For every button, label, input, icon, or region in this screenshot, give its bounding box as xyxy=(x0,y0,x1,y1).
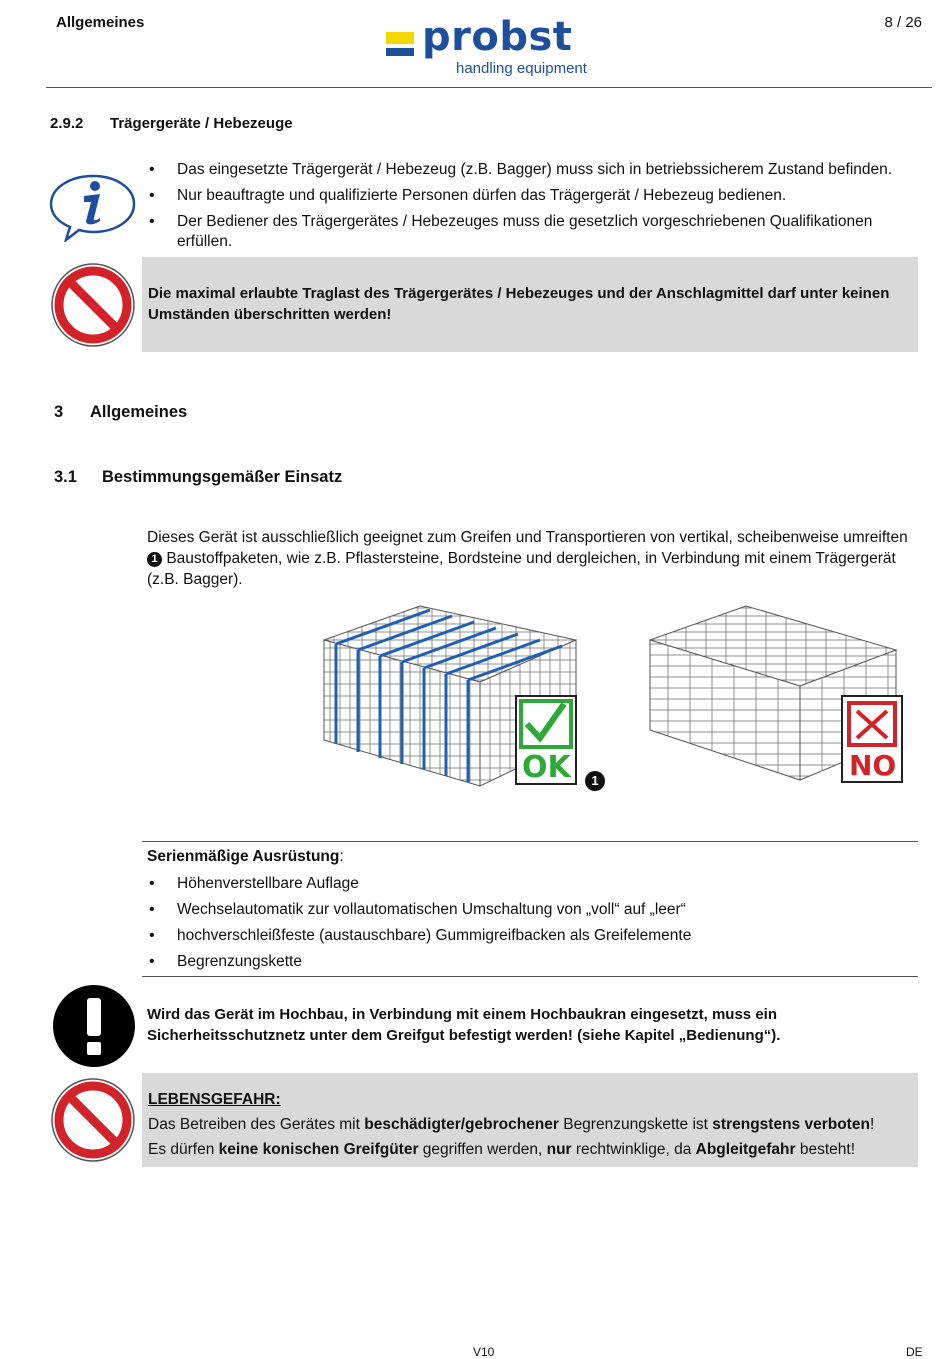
page-number: 8 / 26 xyxy=(884,14,922,31)
no-label: NO xyxy=(849,749,897,782)
danger-content xyxy=(142,1073,918,1162)
equipment-bottom-rule xyxy=(142,976,918,977)
text-run-bold: strengstens verboten xyxy=(712,1116,870,1133)
logo-tagline: handling equipment xyxy=(456,60,587,77)
text-run: Begrenzungskette ist xyxy=(558,1116,713,1133)
load-warning-box xyxy=(142,257,918,352)
list-item: • Nur beauftragte und qualifizierte Personen dürfen das Trägergerät / Hebezeug bedienen. xyxy=(147,186,917,206)
header-section-title: Allgemeines xyxy=(56,14,145,31)
text-run: gegriffen werden, xyxy=(418,1141,547,1158)
usage-paragraph xyxy=(147,527,912,590)
text-run-bold: Abgleitgefahr xyxy=(695,1141,796,1158)
equipment-heading xyxy=(147,848,344,866)
footer-language: DE xyxy=(906,1345,923,1359)
section-heading-2-9-2 xyxy=(50,115,293,132)
marker-1: 1 xyxy=(147,552,162,567)
text-run-bold: keine konischen Greifgüter xyxy=(218,1141,419,1158)
list-item: • hochverschleißfeste (austauschbare) Gummigreifbacken als Greifelemente xyxy=(147,926,917,946)
section-title: Allgemeines xyxy=(90,403,188,421)
danger-box xyxy=(142,1073,918,1167)
load-warning-text: Die maximal erlaubte Traglast des Trägergerätes / Hebezeuges und der Anschlagmittel darf unter keinen Umständen überschritten werden! xyxy=(148,285,890,323)
list-item: • Begrenzungskette xyxy=(147,952,917,972)
figure-marker-1 xyxy=(585,771,605,791)
logo-word: probst xyxy=(422,14,573,60)
section-292-bullet-list xyxy=(147,160,917,258)
danger-title: LEBENSGEFAHR: xyxy=(148,1091,281,1108)
header-divider xyxy=(46,87,932,88)
usage-text-part1: Dieses Gerät ist ausschließlich geeignet zum Greifen und Transportieren von vertikal, scheibenweise umreiften xyxy=(147,529,908,546)
logo-yellow-bar xyxy=(386,32,414,44)
text-run: Es dürfen xyxy=(148,1141,219,1158)
section-number: 3.1 xyxy=(54,468,77,486)
equipment-title-suffix: : xyxy=(339,848,344,865)
equipment-top-rule xyxy=(142,841,918,842)
text-run: ! xyxy=(869,1116,875,1133)
list-item: • Das eingesetzte Trägergerät / Hebezeug (z.B. Bagger) muss sich in betriebssicherem Zustand befinden. xyxy=(147,160,917,180)
equipment-list xyxy=(147,874,917,978)
section-number: 3 xyxy=(54,403,64,421)
list-item: • Höhenverstellbare Auflage xyxy=(147,874,917,894)
section-heading-3-1 xyxy=(54,468,342,487)
prohibition-icon xyxy=(50,1077,136,1163)
text-run-bold: beschädigter/gebrochener xyxy=(364,1116,559,1133)
probst-logo xyxy=(384,14,604,82)
equipment-title: Serienmäßige Ausrüstung xyxy=(147,848,340,865)
danger-line-2 xyxy=(148,1137,912,1162)
section-heading-3 xyxy=(54,403,187,422)
ok-label: OK xyxy=(522,750,571,785)
list-item: • Wechselautomatik zur vollautomatischen Umschaltung von „voll“ auf „leer“ xyxy=(147,900,917,920)
text-run: rechtwinklige, da xyxy=(571,1141,696,1158)
info-icon xyxy=(48,172,138,242)
section-title: Bestimmungsgemäßer Einsatz xyxy=(102,468,343,486)
list-item: • Der Bediener des Trägergerätes / Hebezeuges muss die gesetzlich vorgeschriebenen Qualifikationen erfüllen. xyxy=(147,212,917,252)
figure-marker-number: 1 xyxy=(585,771,605,791)
exclamation-icon xyxy=(52,984,136,1068)
hochbau-note: Wird das Gerät im Hochbau, in Verbindung mit einem Hochbaukran eingesetzt, muss ein Sicherheitsschutznetz unter dem Greifgut befestigt werden! (siehe Kapitel „Bedienung“). xyxy=(147,1006,781,1044)
section-title: Trägergeräte / Hebezeuge xyxy=(110,115,293,132)
danger-line-1 xyxy=(148,1112,912,1137)
footer-version: V10 xyxy=(473,1345,495,1359)
section-number: 2.9.2 xyxy=(50,115,84,132)
text-run: besteht! xyxy=(795,1141,856,1158)
prohibition-icon xyxy=(50,262,136,348)
text-run-bold: nur xyxy=(546,1141,572,1158)
usage-text-part2: Baustoffpaketen, wie z.B. Pflastersteine, Bordsteine und dergleichen, in Verbindung mit einem Trägergerät (z.B. Bagger). xyxy=(147,550,896,588)
text-run: Das Betreiben des Gerätes mit xyxy=(148,1116,365,1133)
logo-blue-bar xyxy=(386,48,414,56)
